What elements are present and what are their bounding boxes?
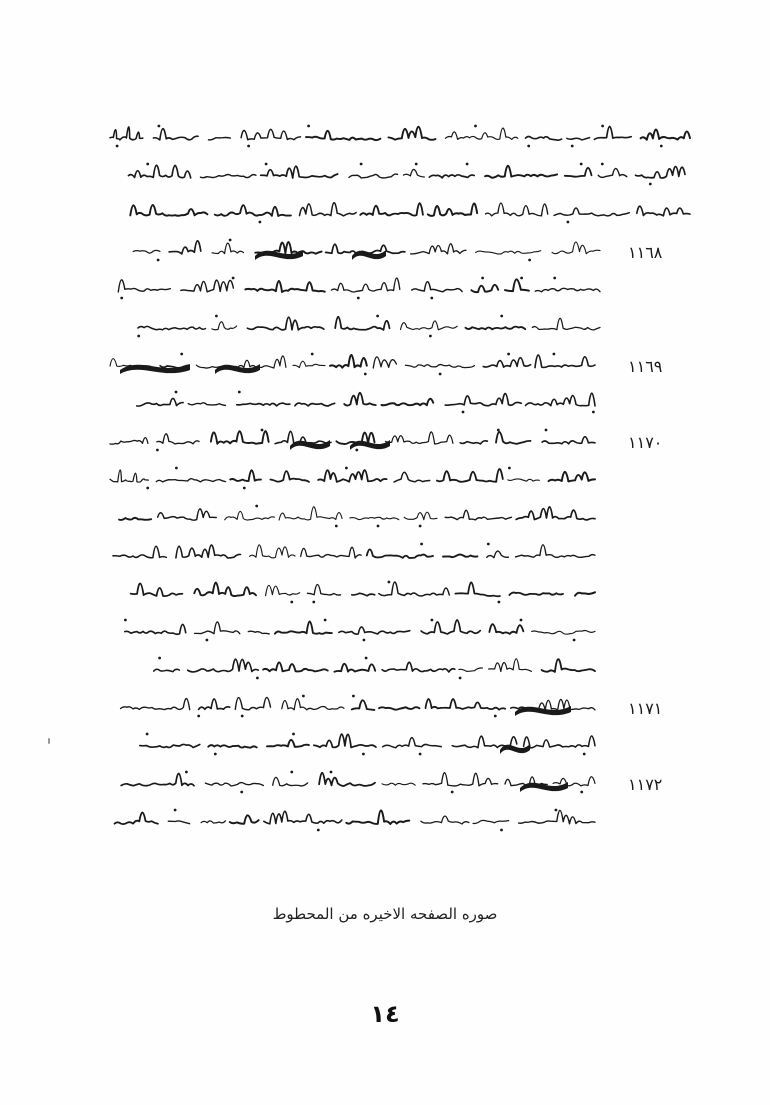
manuscript-dot — [317, 829, 320, 832]
manuscript-stroke — [250, 545, 296, 558]
manuscript-dot — [571, 145, 574, 148]
manuscript-stroke — [334, 664, 375, 672]
manuscript-stroke — [266, 585, 300, 595]
manuscript-stroke — [532, 318, 600, 330]
manuscript-dot — [158, 657, 161, 660]
margin-hadith-number: ١١٦٨ — [628, 243, 663, 262]
manuscript-dot — [580, 163, 583, 166]
manuscript-stroke — [211, 431, 269, 444]
manuscript-dot — [116, 145, 119, 148]
manuscript-dot — [292, 733, 295, 736]
manuscript-stroke — [641, 129, 690, 139]
manuscript-dot — [197, 715, 200, 718]
manuscript-stroke — [279, 507, 342, 520]
manuscript-stroke — [382, 662, 455, 672]
manuscript-stroke — [331, 278, 399, 292]
manuscript-stroke — [379, 582, 450, 596]
manuscript-stroke — [459, 668, 483, 671]
manuscript-dot — [185, 771, 188, 774]
manuscript-dot — [240, 791, 243, 794]
manuscript-dot — [214, 753, 217, 756]
manuscript-stroke — [201, 174, 256, 177]
manuscript-dot — [494, 715, 497, 718]
manuscript-stroke — [241, 129, 300, 139]
manuscript-dot — [601, 125, 604, 128]
manuscript-stroke — [373, 357, 396, 368]
manuscript-dot — [430, 297, 433, 300]
manuscript-dot — [158, 125, 161, 128]
manuscript-stroke — [110, 470, 148, 482]
manuscript-stroke — [153, 129, 198, 140]
manuscript-dot — [290, 771, 293, 774]
manuscript-stroke — [275, 621, 332, 633]
manuscript-dot — [174, 809, 177, 812]
manuscript-dot — [474, 125, 477, 128]
manuscript-stroke — [471, 285, 498, 292]
manuscript-stroke — [181, 280, 234, 292]
manuscript-stroke — [282, 699, 344, 710]
manuscript-stroke — [188, 659, 259, 672]
manuscript-stroke — [401, 321, 458, 330]
manuscript-stroke — [318, 470, 387, 482]
manuscript-stroke — [293, 361, 325, 367]
manuscript-stroke — [264, 811, 342, 824]
manuscript-dot — [238, 391, 241, 394]
manuscript-stroke — [421, 816, 469, 824]
manuscript-stroke — [437, 469, 503, 482]
manuscript-stroke — [140, 744, 200, 747]
manuscript-dot — [500, 829, 503, 832]
manuscript-stroke — [194, 583, 256, 596]
manuscript-stroke — [379, 707, 420, 710]
manuscript-stroke — [516, 545, 596, 558]
manuscript-dot — [146, 487, 149, 490]
manuscript-stroke — [188, 403, 225, 406]
handwritten-manuscript-lines — [80, 110, 700, 850]
manuscript-stroke — [196, 365, 220, 368]
manuscript-stroke — [133, 250, 160, 253]
manuscript-dot — [157, 259, 160, 262]
manuscript-stroke — [118, 280, 170, 292]
manuscript-stroke — [429, 175, 474, 178]
manuscript-dot — [229, 239, 232, 242]
manuscript-stroke — [509, 593, 563, 595]
manuscript-dot — [312, 601, 315, 604]
manuscript-stroke — [131, 583, 183, 596]
manuscript-dot — [364, 373, 367, 376]
manuscript-stroke — [466, 327, 526, 330]
manuscript-stroke — [248, 631, 269, 634]
manuscript-stroke — [339, 627, 410, 634]
manuscript-stroke — [306, 131, 380, 140]
manuscript-dot — [527, 145, 530, 148]
manuscript-stroke — [130, 205, 207, 216]
manuscript-dot — [388, 581, 391, 584]
manuscript-dot — [335, 525, 338, 528]
manuscript-dot — [580, 791, 583, 794]
manuscript-dot — [439, 373, 442, 376]
manuscript-dot — [124, 619, 127, 622]
manuscript-stroke — [128, 165, 190, 178]
manuscript-dot — [555, 809, 558, 812]
manuscript-dot — [487, 543, 490, 546]
manuscript-dot — [507, 353, 510, 356]
manuscript-stroke — [247, 317, 323, 330]
manuscript-dot — [330, 771, 333, 774]
margin-hadith-number: ١١٧٠ — [628, 433, 663, 452]
manuscript-dot — [420, 543, 423, 546]
manuscript-stroke — [301, 547, 362, 558]
manuscript-stroke — [235, 697, 270, 709]
manuscript-stroke — [473, 820, 509, 823]
manuscript-dot — [567, 221, 570, 224]
manuscript-stroke — [115, 813, 158, 825]
manuscript-dot — [497, 429, 500, 432]
manuscript-stroke — [110, 438, 148, 445]
manuscript-dot — [206, 639, 209, 642]
manuscript-stroke — [352, 593, 375, 596]
manuscript-dot — [363, 639, 366, 642]
manuscript-stroke — [405, 365, 474, 368]
manuscript-stroke — [460, 441, 487, 444]
manuscript-stroke — [388, 127, 435, 140]
manuscript-stroke — [230, 815, 259, 823]
manuscript-stroke — [553, 777, 595, 786]
manuscript-stroke — [489, 659, 532, 672]
manuscript-stroke — [386, 432, 453, 444]
manuscript-stroke — [335, 317, 389, 330]
manuscript-dot — [137, 335, 140, 338]
manuscript-dot — [649, 183, 652, 186]
manuscript-dot — [553, 277, 556, 280]
manuscript-stroke — [532, 630, 595, 634]
manuscript-dot — [175, 391, 178, 394]
manuscript-dot — [232, 277, 235, 280]
manuscript-stroke — [519, 810, 595, 823]
manuscript-dot — [355, 449, 358, 452]
manuscript-dot — [508, 467, 511, 470]
manuscript-stroke — [360, 203, 423, 215]
manuscript-dot — [256, 677, 259, 680]
manuscript-stroke — [565, 168, 592, 177]
manuscript-stroke — [516, 507, 595, 520]
manuscript-stroke — [267, 740, 309, 747]
manuscript-dot — [419, 525, 422, 528]
manuscript-stroke — [137, 398, 183, 406]
manuscript-stroke — [261, 166, 338, 178]
manuscript-stroke — [346, 810, 409, 824]
manuscript-stroke — [119, 518, 151, 520]
manuscript-stroke — [352, 700, 375, 710]
manuscript-stroke — [273, 777, 308, 786]
manuscript-stroke — [230, 470, 261, 481]
manuscript-stroke — [423, 773, 498, 786]
manuscript-stroke — [598, 168, 627, 177]
manuscript-stroke — [295, 403, 335, 406]
manuscript-dot — [376, 315, 379, 318]
manuscript-stroke — [208, 745, 256, 748]
manuscript-dot — [365, 657, 368, 660]
manuscript-stroke — [508, 479, 540, 481]
manuscript-stroke — [158, 509, 217, 520]
manuscript-stroke — [212, 322, 237, 330]
manuscript-dot — [261, 429, 264, 432]
manuscript-stroke — [526, 393, 596, 406]
manuscript-stroke — [157, 434, 199, 444]
manuscript-dot — [259, 221, 262, 224]
manuscript-stroke — [476, 251, 541, 254]
manuscript-stroke — [245, 281, 324, 292]
manuscript-stroke — [225, 511, 275, 520]
manuscript-stroke — [524, 736, 595, 748]
manuscript-stroke — [350, 517, 399, 519]
manuscript-stroke — [446, 128, 518, 139]
manuscript-dot — [362, 753, 365, 756]
scan-speck — [48, 738, 50, 744]
manuscript-dot — [377, 525, 380, 528]
manuscript-dot — [528, 259, 531, 262]
manuscript-stroke — [209, 137, 231, 139]
manuscript-stroke — [319, 773, 375, 786]
manuscript-dot — [592, 411, 595, 414]
manuscript-stroke — [455, 582, 500, 596]
manuscript-stroke — [575, 592, 595, 595]
manuscript-stroke — [121, 699, 190, 710]
manuscript-stroke — [428, 204, 477, 216]
manuscript-dot — [180, 353, 183, 356]
manuscript-dot — [175, 467, 178, 470]
manuscript-dot — [553, 353, 556, 356]
manuscript-stroke — [636, 167, 686, 178]
manuscript-stroke — [344, 393, 376, 406]
manuscript-stroke — [125, 624, 186, 634]
manuscript-dot — [324, 619, 327, 622]
manuscript-stroke — [526, 136, 562, 140]
manuscript-dot — [459, 677, 462, 680]
manuscript-stroke — [300, 203, 357, 216]
manuscript-stroke — [426, 699, 506, 710]
manuscript-dot — [120, 297, 123, 300]
manuscript-stroke — [489, 624, 523, 634]
page-number: ١٤ — [370, 1000, 400, 1028]
manuscript-dot — [429, 335, 432, 338]
manuscript-stroke — [176, 545, 241, 558]
manuscript-dot — [311, 353, 314, 356]
manuscript-stroke — [394, 472, 430, 482]
manuscript-dot — [290, 601, 293, 604]
margin-hadith-number: ١١٦٩ — [628, 357, 663, 376]
manuscript-dot — [660, 145, 663, 148]
manuscript-dot — [357, 297, 360, 300]
manuscript-dot — [419, 753, 422, 756]
manuscript-stroke — [421, 620, 480, 634]
manuscript-stroke — [199, 699, 230, 710]
manuscript-image — [80, 110, 700, 850]
manuscript-bold-heading — [350, 440, 390, 450]
manuscript-stroke — [215, 205, 291, 216]
manuscript-dot — [345, 467, 348, 470]
manuscript-dot — [520, 619, 523, 622]
manuscript-dot — [302, 695, 305, 698]
manuscript-stroke — [169, 241, 201, 254]
manuscript-stroke — [637, 206, 690, 216]
manuscript-stroke — [154, 669, 180, 671]
manuscript-dot — [481, 277, 484, 280]
manuscript-stroke — [263, 662, 328, 671]
manuscript-stroke — [330, 355, 367, 368]
manuscript-dot — [241, 715, 244, 718]
manuscript-dot — [545, 429, 548, 432]
manuscript-stroke — [383, 738, 442, 748]
manuscript-stroke — [113, 546, 166, 558]
manuscript-dot — [255, 505, 258, 508]
manuscript-dot — [247, 145, 250, 148]
manuscript-stroke — [156, 479, 225, 482]
manuscript-stroke — [270, 471, 309, 482]
manuscript-dot — [146, 163, 149, 166]
manuscript-stroke — [195, 622, 240, 634]
manuscript-stroke — [549, 472, 596, 482]
manuscript-stroke — [486, 203, 548, 216]
manuscript-stroke — [483, 358, 530, 367]
manuscript-dot — [451, 791, 454, 794]
manuscript-stroke — [168, 821, 189, 824]
manuscript-stroke — [487, 551, 509, 558]
manuscript-stroke — [404, 169, 425, 177]
manuscript-stroke — [443, 555, 477, 558]
manuscript-stroke — [201, 821, 225, 823]
manuscript-dot — [498, 601, 501, 604]
manuscript-stroke — [542, 437, 595, 444]
manuscript-stroke — [535, 288, 600, 291]
manuscript-dot — [243, 487, 246, 490]
manuscript-stroke — [485, 166, 557, 178]
manuscript-stroke — [205, 783, 263, 786]
manuscript-stroke — [445, 394, 521, 406]
manuscript-stroke — [404, 512, 437, 519]
manuscript-dot — [573, 639, 576, 642]
manuscript-dot — [146, 733, 149, 736]
manuscript-dot — [215, 315, 218, 318]
manuscript-stroke — [411, 244, 466, 254]
manuscript-dot — [583, 753, 586, 756]
manuscript-stroke — [505, 279, 529, 291]
image-caption: صوره الصفحه الاخيره من المحطوط — [272, 905, 498, 923]
manuscript-stroke — [212, 243, 243, 253]
manuscript-stroke — [138, 326, 206, 329]
manuscript-stroke — [552, 242, 600, 254]
manuscript-dot — [520, 277, 523, 280]
manuscript-stroke — [121, 774, 194, 786]
manuscript-stroke — [496, 432, 531, 444]
manuscript-dot — [265, 163, 268, 166]
manuscript-dot — [360, 163, 363, 166]
manuscript-dot — [462, 411, 465, 414]
manuscript-stroke — [237, 403, 290, 406]
manuscript-dot — [415, 163, 418, 166]
manuscript-stroke — [594, 126, 631, 139]
manuscript-dot — [466, 163, 469, 166]
manuscript-stroke — [542, 659, 595, 672]
manuscript-dot — [352, 695, 355, 698]
manuscript-stroke — [367, 549, 433, 557]
manuscript-stroke — [554, 208, 629, 216]
manuscript-stroke — [110, 127, 143, 140]
manuscript-stroke — [445, 510, 511, 520]
manuscript-stroke — [412, 282, 462, 292]
manuscript-dot — [307, 125, 310, 128]
manuscript-dot — [431, 619, 434, 622]
manuscript-stroke — [382, 783, 415, 785]
margin-hadith-number: ١١٧١ — [628, 699, 663, 718]
manuscript-stroke — [382, 399, 434, 405]
manuscript-stroke — [567, 138, 590, 140]
manuscript-stroke — [349, 174, 398, 178]
manuscript-stroke — [308, 585, 341, 595]
manuscript-dot — [156, 449, 159, 452]
manuscript-dot — [500, 315, 503, 318]
manuscript-stroke — [314, 734, 376, 747]
manuscript-stroke — [535, 355, 595, 368]
margin-hadith-number: ١١٧٢ — [628, 775, 663, 794]
manuscript-dot — [601, 163, 604, 166]
